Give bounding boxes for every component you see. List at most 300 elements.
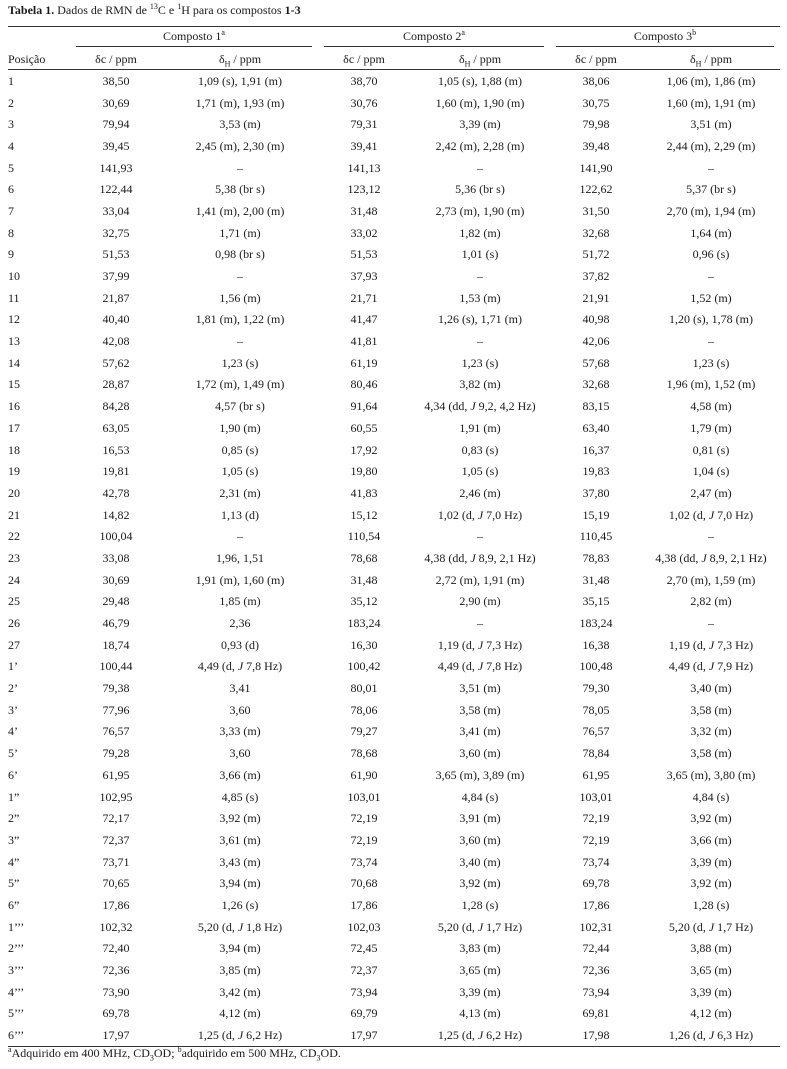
table-row xyxy=(8,504,780,526)
table-row xyxy=(8,851,780,873)
cell-delta-c: 78,68 xyxy=(350,550,378,565)
cell-delta-c: 100,42 xyxy=(347,659,381,674)
cell-delta-h: 0,98 (br s) xyxy=(215,247,265,262)
cell-position: 2’’’ xyxy=(8,941,25,956)
cell-position: 4 xyxy=(8,138,14,153)
cell-delta-c: 30,69 xyxy=(102,95,130,110)
cell-delta-c: 51,72 xyxy=(582,247,610,262)
cell-delta-c: 51,53 xyxy=(102,247,130,262)
table-row xyxy=(8,981,780,1003)
table-row xyxy=(8,1024,780,1046)
cell-position: 17 xyxy=(8,420,20,435)
cell-delta-h: – xyxy=(708,616,714,631)
cell-delta-c: 21,87 xyxy=(102,290,130,305)
cell-delta-c: 72,36 xyxy=(102,963,130,978)
cell-delta-h: 2,36 xyxy=(229,616,251,631)
cell-delta-c: 41,47 xyxy=(350,312,378,327)
cell-delta-h: 0,83 (s) xyxy=(461,442,499,457)
cell-delta-c: 80,01 xyxy=(350,681,378,696)
cell-delta-c: 17,86 xyxy=(102,897,130,912)
cell-delta-h: 1,26 (s) xyxy=(221,897,259,912)
table-row xyxy=(8,352,780,374)
cell-delta-h: 2,46 (m) xyxy=(459,485,501,500)
cell-delta-h: 3,94 (m) xyxy=(219,876,261,891)
cell-delta-c: 32,68 xyxy=(582,377,610,392)
cell-delta-h: 3,65 (m), 3,80 (m) xyxy=(666,767,756,782)
cell-delta-h: 1,23 (s) xyxy=(692,355,730,370)
table-row xyxy=(8,547,780,569)
cell-delta-h: 1,53 (m) xyxy=(459,290,501,305)
cell-delta-c: 61,95 xyxy=(102,767,130,782)
table-row xyxy=(8,178,780,200)
cell-delta-c: 17,92 xyxy=(350,442,378,457)
cell-delta-c: 31,48 xyxy=(350,203,378,218)
cell-delta-h: 4,12 (m) xyxy=(219,1006,261,1021)
cell-delta-h: 3,61 (m) xyxy=(219,832,261,847)
cell-position: 24 xyxy=(8,572,20,587)
cell-delta-c: 79,31 xyxy=(350,117,378,132)
cell-delta-c: 79,38 xyxy=(102,681,130,696)
cell-delta-h: 1,79 (m) xyxy=(690,420,732,435)
cell-position: 3’’’ xyxy=(8,963,25,978)
cell-delta-c: 40,40 xyxy=(102,312,130,327)
cell-delta-h: 1,96, 1,51 xyxy=(216,550,264,565)
cell-delta-c: 61,95 xyxy=(582,767,610,782)
cell-delta-h: – xyxy=(477,616,483,631)
cell-position: 8 xyxy=(8,225,14,240)
cell-delta-c: 19,81 xyxy=(102,464,130,479)
cell-delta-c: 33,08 xyxy=(102,550,130,565)
cell-delta-h: – xyxy=(477,334,483,349)
cell-delta-h: 1,01 (s) xyxy=(461,247,499,262)
cell-position: 4” xyxy=(8,854,20,869)
header-dc-3: δc / ppm xyxy=(550,49,642,70)
cell-delta-h: – xyxy=(708,529,714,544)
cell-delta-h: 4,38 (dd, J 8,9, 2,1 Hz) xyxy=(655,550,767,565)
cell-delta-c: 40,98 xyxy=(582,312,610,327)
cell-delta-c: 72,40 xyxy=(102,941,130,956)
cell-delta-c: 63,40 xyxy=(582,420,610,435)
cell-delta-h: 3,53 (m) xyxy=(219,117,261,132)
header-dh-3: $\delta_H$ / ppm xyxy=(642,49,780,70)
cell-delta-h: 4,84 (s) xyxy=(461,789,499,804)
cell-delta-c: 79,27 xyxy=(350,724,378,739)
cell-delta-h: – xyxy=(708,160,714,175)
cell-delta-c: 31,48 xyxy=(582,572,610,587)
cell-delta-h: 3,39 (m) xyxy=(690,854,732,869)
caption-text-a: Dados de RMN de xyxy=(54,3,150,17)
header-compound-2: Composto 2$^a$ xyxy=(318,27,550,50)
cell-delta-c: 79,98 xyxy=(582,117,610,132)
table-row xyxy=(8,525,780,547)
cell-delta-h: 2,31 (m) xyxy=(219,485,261,500)
table-row xyxy=(8,634,780,656)
cell-delta-h: 3,92 (m) xyxy=(690,876,732,891)
cell-position: 15 xyxy=(8,377,20,392)
cell-delta-c: 72,45 xyxy=(350,941,378,956)
cell-delta-h: – xyxy=(237,269,243,284)
cell-delta-c: 79,94 xyxy=(102,117,130,132)
cell-delta-h: 1,28 (s) xyxy=(692,897,730,912)
cell-position: 2 xyxy=(8,95,14,110)
cell-delta-c: 110,54 xyxy=(347,529,381,544)
cell-delta-h: 3,58 (m) xyxy=(690,746,732,761)
cell-delta-h: 3,85 (m) xyxy=(219,963,261,978)
cell-delta-h: 3,92 (m) xyxy=(219,811,261,826)
cell-delta-c: 29,48 xyxy=(102,594,130,609)
cell-delta-c: 69,78 xyxy=(582,876,610,891)
cell-delta-h: 1,25 (d, J 6,2 Hz) xyxy=(410,1024,550,1046)
cell-delta-c: 39,48 xyxy=(582,138,610,153)
cell-delta-h: 4,34 (dd, J 9,2, 4,2 Hz) xyxy=(424,399,536,414)
cell-delta-h: 1,64 (m) xyxy=(690,225,732,240)
cell-delta-h: 1,90 (m) xyxy=(219,420,261,435)
cell-delta-c: 21,71 xyxy=(350,290,378,305)
cell-delta-c: 42,78 xyxy=(102,485,130,500)
table-row xyxy=(8,807,780,829)
cell-delta-c: 141,93 xyxy=(99,160,133,175)
cell-delta-c: 30,75 xyxy=(582,95,610,110)
table-label: Tabela 1. xyxy=(8,3,55,17)
cell-position: 5” xyxy=(8,876,20,891)
cell-delta-c: 41,83 xyxy=(350,485,378,500)
cell-delta-c: 72,19 xyxy=(582,811,610,826)
cell-position: 5’’’ xyxy=(8,1006,25,1021)
cell-delta-h: 1,06 (m), 1,86 (m) xyxy=(666,73,756,88)
cell-position: 16 xyxy=(8,399,20,414)
cell-delta-c: 79,28 xyxy=(102,746,130,761)
cell-delta-h: 1,82 (m) xyxy=(459,225,501,240)
cell-delta-h: 3,39 (m) xyxy=(459,984,501,999)
cell-delta-h: 5,20 (d, J 1,7 Hz) xyxy=(668,919,754,934)
cell-delta-c: 15,19 xyxy=(582,507,610,522)
cell-delta-c: 73,90 xyxy=(102,984,130,999)
cell-delta-h: 4,13 (m) xyxy=(459,1006,501,1021)
cell-delta-h: 5,20 (d, J 1,8 Hz) xyxy=(197,919,283,934)
cell-delta-h: 1,71 (m), 1,93 (m) xyxy=(195,95,285,110)
cell-delta-h: 2,70 (m), 1,94 (m) xyxy=(666,203,756,218)
cell-delta-c: 17,86 xyxy=(582,897,610,912)
cell-delta-c: 37,80 xyxy=(582,485,610,500)
cell-position: 4’’’ xyxy=(8,984,25,999)
cell-delta-h: 0,93 (d) xyxy=(221,637,259,652)
cell-delta-h: 3,51 (m) xyxy=(690,117,732,132)
header-dh-1: $\delta_H$ / ppm xyxy=(162,49,318,70)
cell-delta-h: 1,72 (m), 1,49 (m) xyxy=(195,377,285,392)
table-caption xyxy=(8,3,301,18)
cell-delta-c: 141,13 xyxy=(347,160,381,175)
cell-delta-c: 60,55 xyxy=(350,420,378,435)
cell-delta-c: 70,65 xyxy=(102,876,130,891)
cell-delta-c: 73,94 xyxy=(582,984,610,999)
cell-delta-c: 17,97 xyxy=(70,1024,162,1046)
cell-delta-h: 3,39 (m) xyxy=(690,984,732,999)
cell-delta-c: 57,68 xyxy=(582,355,610,370)
cell-delta-c: 32,68 xyxy=(582,225,610,240)
cell-delta-h: 1,71 (m) xyxy=(219,225,261,240)
cell-delta-h: 3,66 (m) xyxy=(219,767,261,782)
cell-delta-c: 102,31 xyxy=(579,919,613,934)
cell-delta-h: 4,12 (m) xyxy=(690,1006,732,1021)
cell-delta-h: 3,65 (m) xyxy=(690,963,732,978)
cell-delta-h: 3,60 (m) xyxy=(459,746,501,761)
cell-delta-c: 72,37 xyxy=(102,832,130,847)
cell-position: 25 xyxy=(8,594,20,609)
table-row xyxy=(8,764,780,786)
cell-delta-h: 2,82 (m) xyxy=(690,594,732,609)
cell-delta-c: 33,04 xyxy=(102,203,130,218)
cell-delta-c: 73,71 xyxy=(102,854,130,869)
cell-delta-h: 3,60 (m) xyxy=(459,832,501,847)
cell-position: 3’ xyxy=(8,702,18,717)
cell-delta-c: 72,19 xyxy=(350,811,378,826)
cell-delta-c: 37,99 xyxy=(102,269,130,284)
cell-position: 1 xyxy=(8,73,14,88)
cell-delta-c: 16,30 xyxy=(350,637,378,652)
cell-position: 2’ xyxy=(8,681,18,696)
cell-position: 6’’’ xyxy=(8,1024,70,1046)
cell-delta-h: – xyxy=(477,529,483,544)
table-row xyxy=(8,612,780,634)
table-row xyxy=(8,70,780,92)
cell-delta-c: 102,03 xyxy=(347,919,381,934)
cell-delta-c: 103,01 xyxy=(347,789,381,804)
cell-delta-c: 78,06 xyxy=(350,702,378,717)
cell-delta-c: 16,38 xyxy=(582,637,610,652)
table-row xyxy=(8,460,780,482)
caption-compounds: 1-3 xyxy=(284,3,301,17)
cell-position: 26 xyxy=(8,616,20,631)
table-row xyxy=(8,135,780,157)
cell-delta-c: 61,19 xyxy=(350,355,378,370)
table-row xyxy=(8,959,780,981)
table-row xyxy=(8,309,780,331)
cell-position: 1’’’ xyxy=(8,919,25,934)
cell-position: 5’ xyxy=(8,746,18,761)
cell-delta-c: 42,06 xyxy=(582,334,610,349)
cell-delta-c: 69,78 xyxy=(102,1006,130,1021)
cell-position: 21 xyxy=(8,507,20,522)
cell-delta-c: 84,28 xyxy=(102,399,130,414)
cell-delta-c: 19,80 xyxy=(350,464,378,479)
header-blank xyxy=(8,27,70,50)
cell-delta-h: – xyxy=(708,269,714,284)
cell-delta-c: 63,05 xyxy=(102,420,130,435)
table-row xyxy=(8,569,780,591)
cell-delta-c: 18,74 xyxy=(102,637,130,652)
cell-position: 11 xyxy=(8,290,20,305)
table-row xyxy=(8,786,780,808)
cell-delta-h: 3,42 (m) xyxy=(219,984,261,999)
cell-delta-c: 14,82 xyxy=(102,507,130,522)
cell-delta-c: 46,79 xyxy=(102,616,130,631)
cell-delta-c: 122,62 xyxy=(579,182,613,197)
cell-position: 7 xyxy=(8,203,14,218)
cell-delta-h: 2,90 (m) xyxy=(459,594,501,609)
cell-delta-c: 100,04 xyxy=(99,529,133,544)
cell-delta-c: 57,62 xyxy=(102,355,130,370)
cell-delta-c: 16,37 xyxy=(582,442,610,457)
cell-delta-h: 3,65 (m) xyxy=(459,963,501,978)
cell-delta-h: – xyxy=(237,334,243,349)
cell-position: 9 xyxy=(8,247,14,262)
cell-delta-c: 41,81 xyxy=(350,334,378,349)
cell-delta-h: – xyxy=(708,334,714,349)
cell-delta-c: 72,44 xyxy=(582,941,610,956)
cell-delta-h: 1,05 (s) xyxy=(461,464,499,479)
cell-delta-c: 80,46 xyxy=(350,377,378,392)
cell-delta-c: 35,15 xyxy=(582,594,610,609)
cell-position: 27 xyxy=(8,637,20,652)
cell-delta-c: 39,45 xyxy=(102,138,130,153)
cell-delta-c: 21,91 xyxy=(582,290,610,305)
cell-position: 23 xyxy=(8,550,20,565)
nmr-data-table xyxy=(8,26,780,1047)
header-compound-3: Composto 3$^b$ xyxy=(550,27,780,50)
table-row xyxy=(8,374,780,396)
cell-delta-c: 72,37 xyxy=(350,963,378,978)
table-row xyxy=(8,916,780,938)
cell-delta-h: 1,85 (m) xyxy=(219,594,261,609)
cell-delta-h: 1,91 (m), 1,60 (m) xyxy=(195,572,285,587)
cell-position: 5 xyxy=(8,160,14,175)
cell-delta-c: 102,95 xyxy=(99,789,133,804)
cell-delta-c: 100,44 xyxy=(99,659,133,674)
cell-delta-h: 5,36 (br s) xyxy=(455,182,505,197)
cell-delta-c: 83,15 xyxy=(582,399,610,414)
table-body xyxy=(8,70,780,1047)
cell-delta-h: 1,02 (d, J 7,0 Hz) xyxy=(437,507,523,522)
cell-delta-c: 77,96 xyxy=(102,702,130,717)
cell-delta-h: 3,92 (m) xyxy=(690,811,732,826)
cell-delta-h: 3,41 xyxy=(229,681,251,696)
cell-delta-c: 28,87 xyxy=(102,377,130,392)
cell-delta-h: 2,73 (m), 1,90 (m) xyxy=(435,203,525,218)
cell-delta-c: 16,53 xyxy=(102,442,130,457)
cell-delta-h: – xyxy=(477,160,483,175)
cell-delta-c: 72,36 xyxy=(582,963,610,978)
table-row xyxy=(8,222,780,244)
cell-delta-c: 38,70 xyxy=(350,73,378,88)
cell-delta-h: 3,58 (m) xyxy=(690,702,732,717)
cell-delta-c: 17,97 xyxy=(318,1024,410,1046)
cell-delta-h: 4,38 (dd, J 8,9, 2,1 Hz) xyxy=(424,550,536,565)
table-row xyxy=(8,200,780,222)
cell-delta-h: 4,49 (d, J 7,8 Hz) xyxy=(197,659,283,674)
cell-delta-h: 1,81 (m), 1,22 (m) xyxy=(195,312,285,327)
cell-position: 19 xyxy=(8,464,20,479)
table-row xyxy=(8,742,780,764)
cell-delta-h: 1,96 (m), 1,52 (m) xyxy=(666,377,756,392)
cell-delta-h: 4,49 (d, J 7,9 Hz) xyxy=(668,659,754,674)
cell-delta-h: 2,42 (m), 2,28 (m) xyxy=(435,138,525,153)
cell-delta-c: 31,48 xyxy=(350,572,378,587)
header-row-columns xyxy=(8,49,780,70)
cell-delta-c: 31,50 xyxy=(582,203,610,218)
cell-delta-h: 3,82 (m) xyxy=(459,377,501,392)
cell-delta-h: 1,19 (d, J 7,3 Hz) xyxy=(437,637,523,652)
cell-position: 20 xyxy=(8,485,20,500)
cell-delta-h: 1,26 (s), 1,71 (m) xyxy=(438,312,522,327)
cell-delta-h: 1,56 (m) xyxy=(219,290,261,305)
cell-delta-h: 3,60 xyxy=(229,702,251,717)
cell-position: 6’ xyxy=(8,767,18,782)
cell-delta-h: 0,96 (s) xyxy=(692,247,730,262)
cell-position: 1’ xyxy=(8,659,18,674)
cell-delta-h: 5,20 (d, J 1,7 Hz) xyxy=(437,919,523,934)
table-row xyxy=(8,330,780,352)
cell-delta-h: 3,33 (m) xyxy=(219,724,261,739)
table-row xyxy=(8,113,780,135)
table-footnote: $^a$Adquirido em 400 MHz, $CD_3OD$; $^b$adquirido em 500 MHz, $CD_3OD$. xyxy=(8,1045,341,1063)
cell-delta-h: 4,84 (s) xyxy=(692,789,730,804)
table-row xyxy=(8,1003,780,1025)
cell-delta-c: 33,02 xyxy=(350,225,378,240)
cell-delta-c: 17,86 xyxy=(350,897,378,912)
cell-delta-h: 2,45 (m), 2,30 (m) xyxy=(195,138,285,153)
table-row xyxy=(8,417,780,439)
cell-delta-c: 141,90 xyxy=(579,160,613,175)
cell-delta-h: 1,23 (s) xyxy=(461,355,499,370)
cell-position: 22 xyxy=(8,529,20,544)
cell-delta-c: 38,50 xyxy=(102,73,130,88)
cell-position: 13 xyxy=(8,334,20,349)
cell-delta-c: 183,24 xyxy=(347,616,381,631)
cell-position: 2” xyxy=(8,811,20,826)
cell-delta-h: 5,37 (br s) xyxy=(686,182,736,197)
caption-text-c: H para os compostos xyxy=(181,3,285,17)
header-row-groups xyxy=(8,27,780,50)
cell-delta-h: 0,81 (s) xyxy=(692,442,730,457)
cell-delta-h: 3,65 (m), 3,89 (m) xyxy=(435,767,525,782)
cell-delta-h: 1,41 (m), 2,00 (m) xyxy=(195,203,285,218)
table-row xyxy=(8,395,780,417)
cell-delta-h: 1,20 (s), 1,78 (m) xyxy=(669,312,753,327)
cell-delta-c: 35,12 xyxy=(350,594,378,609)
caption-iso-h: 1 xyxy=(177,2,182,11)
table-row xyxy=(8,677,780,699)
cell-delta-c: 103,01 xyxy=(579,789,613,804)
cell-delta-c: 72,19 xyxy=(350,832,378,847)
cell-delta-h: 3,43 (m) xyxy=(219,854,261,869)
cell-delta-c: 76,57 xyxy=(582,724,610,739)
cell-delta-c: 73,74 xyxy=(582,854,610,869)
caption-iso-c: 13 xyxy=(149,2,158,11)
cell-delta-h: 3,40 (m) xyxy=(459,854,501,869)
cell-delta-c: 32,75 xyxy=(102,225,130,240)
cell-delta-h: 4,49 (d, J 7,8 Hz) xyxy=(437,659,523,674)
cell-delta-h: 3,51 (m) xyxy=(459,681,501,696)
cell-delta-h: 1,05 (s) xyxy=(221,464,259,479)
table-row xyxy=(8,938,780,960)
cell-delta-h: 1,28 (s) xyxy=(461,897,499,912)
table-row xyxy=(8,829,780,851)
cell-delta-h: – xyxy=(237,160,243,175)
cell-delta-c: 78,84 xyxy=(582,746,610,761)
cell-position: 6 xyxy=(8,182,14,197)
cell-delta-c: 76,57 xyxy=(102,724,130,739)
cell-delta-c: 73,74 xyxy=(350,854,378,869)
cell-position: 3 xyxy=(8,117,14,132)
table-row xyxy=(8,92,780,114)
cell-delta-h: 1,91 (m) xyxy=(459,420,501,435)
cell-delta-h: 2,72 (m), 1,91 (m) xyxy=(435,572,525,587)
cell-delta-c: 17,98 xyxy=(550,1024,642,1046)
cell-delta-h: 1,26 (d, J 6,3 Hz) xyxy=(642,1024,780,1046)
cell-delta-c: 37,93 xyxy=(350,269,378,284)
cell-delta-h: 1,09 (s), 1,91 (m) xyxy=(198,73,282,88)
table-row xyxy=(8,482,780,504)
